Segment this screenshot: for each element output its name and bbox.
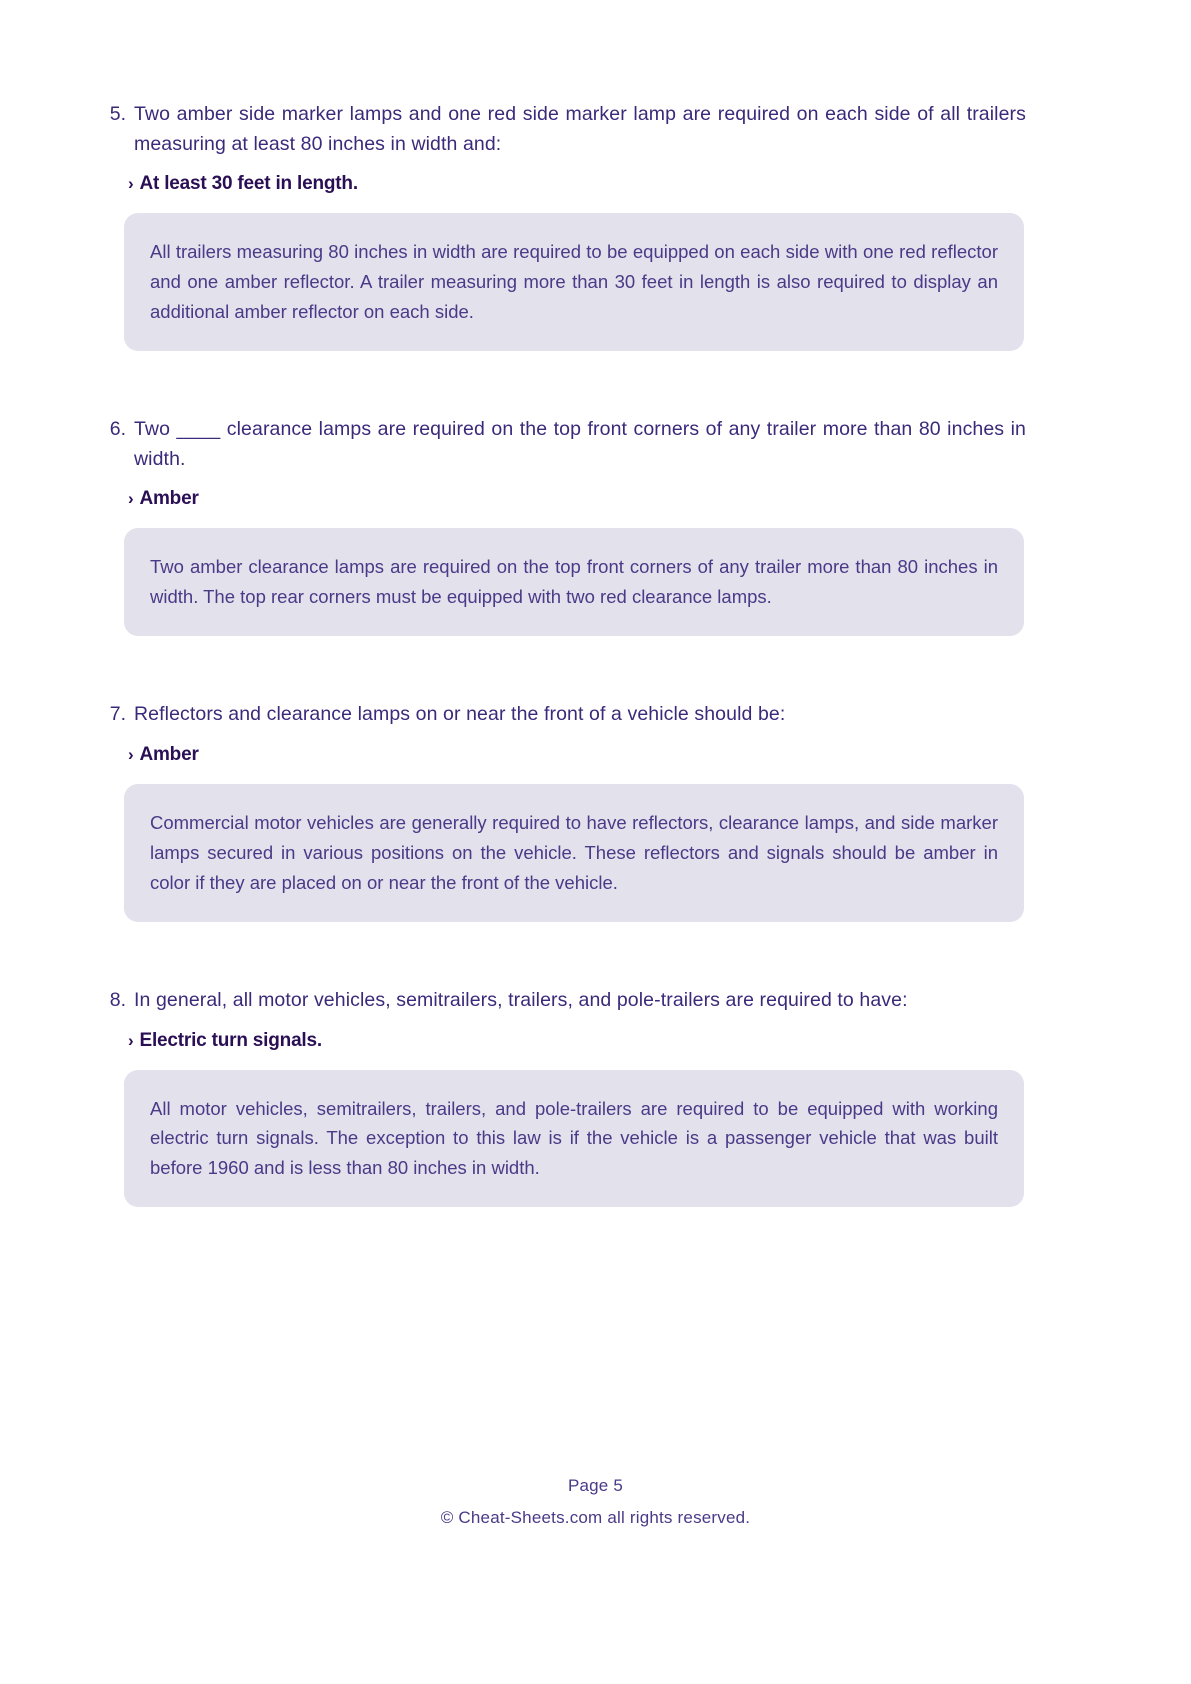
question-item	[96, 415, 1026, 636]
question-number: 5.	[109, 103, 126, 125]
answer-line	[128, 1030, 1026, 1052]
explanation-box	[124, 213, 1024, 351]
explanation-text: All motor vehicles, semitrailers, trailers, and pole-trailers are required to be equipped with working electric turn signals. The exception to this law is if the vehicle is a passenger vehicle that was built before 1960 and is less than 80 inches in width.	[150, 1097, 998, 1179]
explanation-box	[124, 1070, 1024, 1208]
explanation-box	[124, 528, 1024, 636]
question-row	[96, 986, 1026, 1016]
question-row	[96, 415, 1026, 474]
questions-container	[96, 100, 1026, 1255]
question-row	[96, 700, 1026, 730]
explanation-text: All trailers measuring 80 inches in width are required to be equipped on each side with one red reflector and one amber reflector. A trailer measuring more than 30 feet in length is also required to display an additional amber reflector on each side.	[150, 241, 998, 323]
page-number: Page 5	[567, 1476, 624, 1495]
question-number: 6.	[109, 418, 126, 441]
answer-text: Amber	[139, 488, 199, 510]
page-footer	[0, 1470, 1191, 1535]
question-prompt: Two amber side marker lamps and one red side marker lamp are required on each side of all trailers measuring at least 80 inches in width and:	[134, 103, 1026, 155]
answer-text: Amber	[139, 743, 199, 765]
chevron-right-icon: ›	[128, 744, 134, 764]
question-item	[96, 986, 1026, 1208]
answer-text: Electric turn signals.	[139, 1029, 322, 1051]
copyright-notice: © Cheat-Sheets.com all rights reserved.	[440, 1508, 751, 1528]
question-item	[96, 100, 1026, 351]
chevron-right-icon: ›	[128, 489, 134, 509]
answer-line	[128, 744, 1026, 766]
chevron-right-icon: ›	[128, 174, 134, 194]
question-number: 8.	[109, 988, 126, 1011]
explanation-text: Commercial motor vehicles are generally required to have reflectors, clearance lamps, and side marker lamps secured in various positions on the vehicle. These reflectors and signals should be amber in color if they are placed on or near the front of the vehicle.	[150, 811, 998, 893]
chevron-right-icon: ›	[128, 1030, 134, 1050]
question-item	[96, 700, 1026, 922]
question-row	[96, 100, 1026, 159]
answer-text: At least 30 feet in length.	[139, 173, 358, 195]
answer-line	[128, 173, 1026, 195]
question-prompt: Reflectors and clearance lamps on or near the front of a vehicle should be:	[134, 703, 786, 726]
question-prompt: In general, all motor vehicles, semitrailers, trailers, and pole-trailers are required to have:	[134, 988, 908, 1011]
explanation-text: Two amber clearance lamps are required on the top front corners of any trailer more than 80 inches in width. The top rear corners must be equipped with two red clearance lamps.	[150, 556, 998, 608]
question-number: 7.	[109, 703, 126, 726]
answer-line	[128, 488, 1026, 510]
question-prompt: Two ____ clearance lamps are required on the top front corners of any trailer more than 80 inches in width.	[134, 418, 1026, 470]
explanation-box	[124, 784, 1024, 922]
